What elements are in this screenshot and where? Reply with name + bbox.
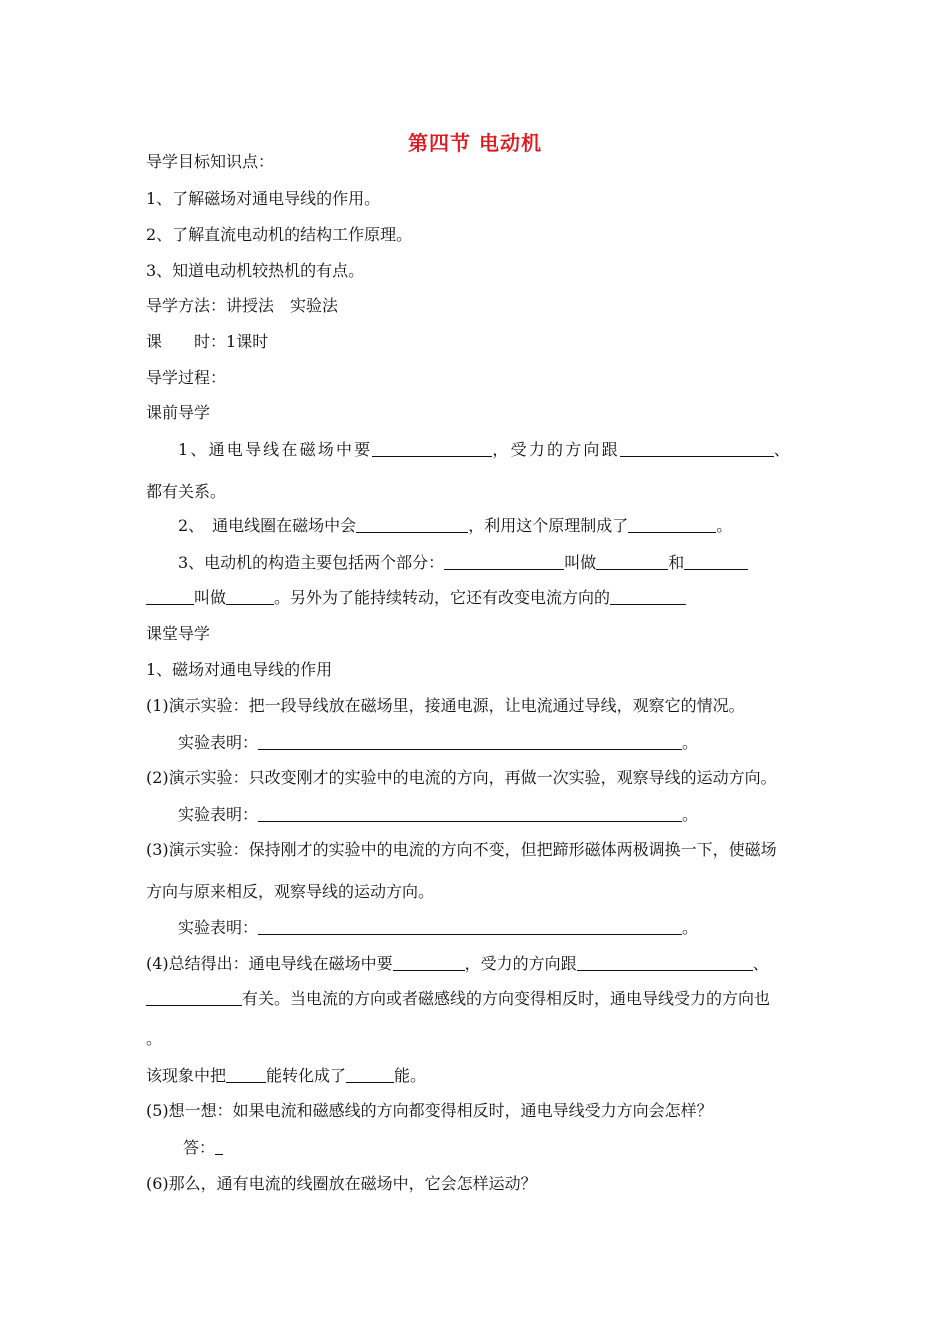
result-label: 实验表明： [178, 918, 259, 937]
method-line: 导学方法：讲授法 实验法 [146, 296, 339, 315]
experiment-3-continuation: 方向与原来相反，观察导线的运动方向。 [146, 882, 435, 901]
pre-q2-text-c: 。 [716, 516, 733, 535]
answer-line [183, 1138, 223, 1158]
summary-text-c: 、 [752, 954, 769, 973]
pre-q2-text-b: ，利用这个原理制成了 [468, 516, 629, 535]
fill-blank[interactable] [596, 553, 668, 570]
experiment-2: (2)演示实验：只改变刚才的实验中的电流的方向，再做一次实验，观察导线的运动方向。 [146, 768, 777, 787]
pre-q1-text-a: 1、通电导线在磁场中要 [178, 440, 373, 459]
pre-question-1 [178, 440, 792, 460]
period-mark: 。 [682, 805, 699, 824]
goal-item-2: 2、了解直流电动机的结构工作原理。 [146, 225, 413, 244]
period-mark: 。 [682, 733, 699, 752]
pre-q3-continuation [146, 588, 686, 608]
fill-blank[interactable] [393, 954, 465, 971]
fill-blank[interactable] [258, 733, 682, 750]
fill-blank[interactable] [226, 1066, 266, 1083]
fill-blank[interactable] [610, 588, 686, 605]
fill-blank[interactable] [258, 805, 682, 822]
fill-blank[interactable] [215, 1138, 223, 1155]
pre-q1-continuation: 都有关系。 [146, 482, 227, 501]
pre-q3-text-a: 3、电动机的构造主要包括两个部分： [178, 553, 445, 572]
experiment-1: (1)演示实验：把一段导线放在磁场里，接通电源，让电流通过导线，观察它的情况。 [146, 696, 745, 715]
result-1 [178, 733, 698, 753]
fill-blank[interactable] [258, 918, 682, 935]
summary-text-b: ，受力的方向跟 [464, 954, 577, 973]
period-label-b: 时：1课时 [194, 332, 269, 351]
fill-blank[interactable] [577, 954, 753, 971]
pre-question-3 [178, 553, 748, 573]
fill-blank[interactable] [226, 588, 274, 605]
pre-q2-text-a: 2、 通电线圈在磁场中会 [178, 516, 357, 535]
goal-item-3: 3、知道电动机较热机的有点。 [146, 261, 365, 280]
question-6: (6)那么，通有电流的线圈放在磁场中，它会怎样运动？ [146, 1174, 537, 1193]
summary-text-a: (4)总结得出：通电导线在磁场中要 [146, 954, 393, 973]
result-3 [178, 918, 698, 938]
summary-end-mark: 。 [146, 1029, 163, 1048]
pre-q3-text-d: 叫做 [194, 588, 227, 607]
experiment-3: (3)演示实验：保持刚才的实验中的电流的方向不变，但把蹄形磁体两极调换一下，使磁场 [146, 840, 777, 859]
energy-text-a: 该现象中把 [146, 1066, 227, 1085]
period-label-a: 课 [146, 332, 163, 351]
page-title: 第四节 电动机 [408, 131, 542, 155]
pre-heading: 课前导学 [146, 403, 211, 422]
fill-blank[interactable] [146, 588, 194, 605]
fill-blank[interactable] [346, 1066, 394, 1083]
energy-text-c: 能。 [394, 1066, 427, 1085]
pre-q3-text-e: 。另外为了能持续转动，它还有改变电流方向的 [274, 588, 611, 607]
summary-line [146, 954, 769, 974]
fill-blank[interactable] [620, 440, 774, 457]
pre-q3-text-c: 和 [668, 553, 685, 572]
energy-line [146, 1066, 426, 1086]
pre-q1-text-c: 、 [773, 440, 792, 459]
period-mark: 。 [682, 918, 699, 937]
energy-text-b: 能转化成了 [266, 1066, 347, 1085]
result-label: 实验表明： [178, 805, 259, 824]
goal-item-1: 1、了解磁场对通电导线的作用。 [146, 189, 381, 208]
pre-q3-text-b: 叫做 [564, 553, 597, 572]
fill-blank[interactable] [444, 553, 564, 570]
fill-blank[interactable] [146, 989, 242, 1006]
think-question: (5)想一想：如果电流和磁感线的方向都变得相反时，通电导线受力方向会怎样？ [146, 1101, 713, 1120]
class-heading: 课堂导学 [146, 624, 211, 643]
goals-heading: 导学目标知识点： [146, 152, 275, 171]
fill-blank[interactable] [356, 516, 468, 533]
answer-label: 答： [183, 1138, 216, 1157]
result-2 [178, 805, 698, 825]
result-label: 实验表明： [178, 733, 259, 752]
period-line [146, 332, 268, 352]
fill-blank[interactable] [628, 516, 716, 533]
fill-blank[interactable] [684, 553, 748, 570]
pre-q1-text-b: ，受力的方向跟 [492, 440, 620, 459]
fill-blank[interactable] [372, 440, 492, 457]
section-1-heading: 1、磁场对通电导线的作用 [146, 660, 333, 679]
pre-question-2 [178, 516, 732, 536]
process-heading: 导学过程： [146, 368, 227, 387]
summary-text-d: 有关。当电流的方向或者磁感线的方向变得相反时，通电导线受力的方向也 [242, 989, 771, 1008]
summary-continuation [146, 989, 770, 1009]
